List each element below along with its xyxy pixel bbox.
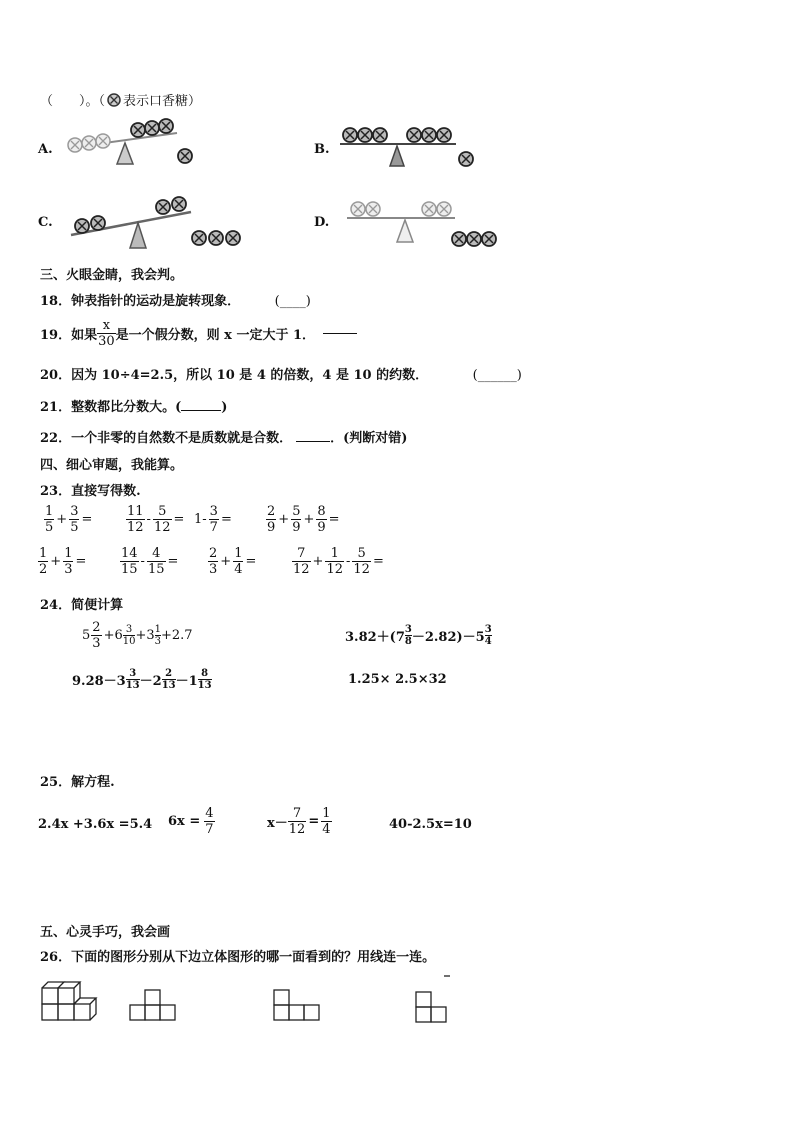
calc-2-3: 2 3 + $\frac{1}{4}$ =: [209, 546, 257, 577]
q24-b: 3.82＋(7 3 8 －2.82)－5 3 4: [345, 624, 492, 647]
q25-title: 25．解方程.: [40, 775, 115, 790]
q24-c: 9.28－3 3 13 －2 2 13 －1 8 13: [72, 668, 212, 691]
calc-1-2: 11 12 - $\frac{5}{12}$ =: [127, 504, 185, 535]
calc-1-4: 2 9 + $\frac{5}{9}$ + $\frac{8}{9}$ =: [267, 504, 340, 535]
q22-blank[interactable]: [296, 441, 330, 442]
q24-d: 1.25× 2.5×32: [348, 672, 447, 687]
q20-text: 20．因为 10÷4=2.5，所以 10 是 4 的倍数，4 是 10 的约数．: [40, 368, 429, 383]
q17-legend: 表示口香糖）: [123, 94, 202, 109]
option-b-label: B.: [314, 142, 330, 157]
calc-1-3: 1- $\frac{3}{7}$ =: [194, 504, 232, 535]
q25-c: x－ $\frac{7}{12}$ = $\frac{1}{4}$: [267, 806, 331, 837]
view-2-figure: [272, 988, 322, 1024]
q21-text: 21．整数都比分数大。(: [40, 400, 182, 415]
section4-title: 四、细心审题，我能算。: [40, 458, 184, 473]
option-a-label: A.: [38, 142, 53, 157]
q19-fraction: x 30: [98, 318, 115, 349]
balance-d: [345, 196, 505, 251]
option-c-label: C.: [38, 215, 53, 230]
q20: [40, 364, 522, 383]
q23: 23．直接写得数.: [40, 484, 141, 499]
balance-b: [338, 122, 483, 172]
solid-3d-figure: [40, 980, 102, 1024]
calc-2-1: 1 2 + $\frac{1}{3}$ =: [39, 546, 87, 577]
q25-b: 6x = $\frac{4}{7}$: [168, 806, 214, 837]
option-d-label: D.: [314, 215, 330, 230]
section3-title: 三、火眼金睛，我会判。: [40, 268, 184, 283]
calc-1-1: 1 5 + $\frac{3}{5}$ =: [45, 504, 93, 535]
q25-d: 40-2.5x=10: [389, 817, 472, 832]
q21-blank[interactable]: [181, 410, 221, 411]
balance-c: [68, 190, 248, 250]
calc-2-4: 7 12 + $\frac{1}{12}$ - $\frac{5}{12}$ =: [293, 546, 384, 577]
q24-a: 5 2 3 +6 3 10 +3 1 3 +2.7: [82, 620, 193, 651]
q26: 26．下面的图形分别从下边立体图形的哪一面看到的？用线连一连。: [40, 950, 436, 965]
q18: [40, 290, 311, 309]
q18-blank[interactable]: (____): [274, 294, 311, 309]
q19-prefix: 19．如果: [40, 328, 98, 343]
gum-icon: [107, 93, 121, 107]
q17-stem: （ ）。（: [40, 94, 106, 109]
q19-blank[interactable]: [323, 333, 357, 334]
q18-text: 18．钟表指针的运动是旋转现象．: [40, 294, 241, 309]
q19-suffix: 是一个假分数，则 x 一定大于 1．: [115, 328, 316, 343]
section5-title: 五、心灵手巧，我会画: [40, 925, 171, 940]
q17-stem-line: [40, 90, 201, 109]
q22-text: 22．一个非零的自然数不是质数就是合数．: [40, 431, 293, 446]
calc-2-2: 14 15 - $\frac{4}{15}$ =: [121, 546, 179, 577]
q22: 22．一个非零的自然数不是质数就是合数． ．(判断对错): [40, 431, 408, 446]
q19: [40, 318, 357, 349]
q20-blank[interactable]: (______): [472, 368, 522, 383]
q21: 21．整数都比分数大。( ): [40, 400, 228, 415]
view-3-figure: [414, 974, 454, 1026]
q25-a: 2.4x +3.6x =5.4: [38, 817, 153, 832]
view-1-figure: [128, 988, 178, 1024]
q24-title: 24．简便计算: [40, 598, 124, 613]
balance-a: [65, 116, 205, 171]
